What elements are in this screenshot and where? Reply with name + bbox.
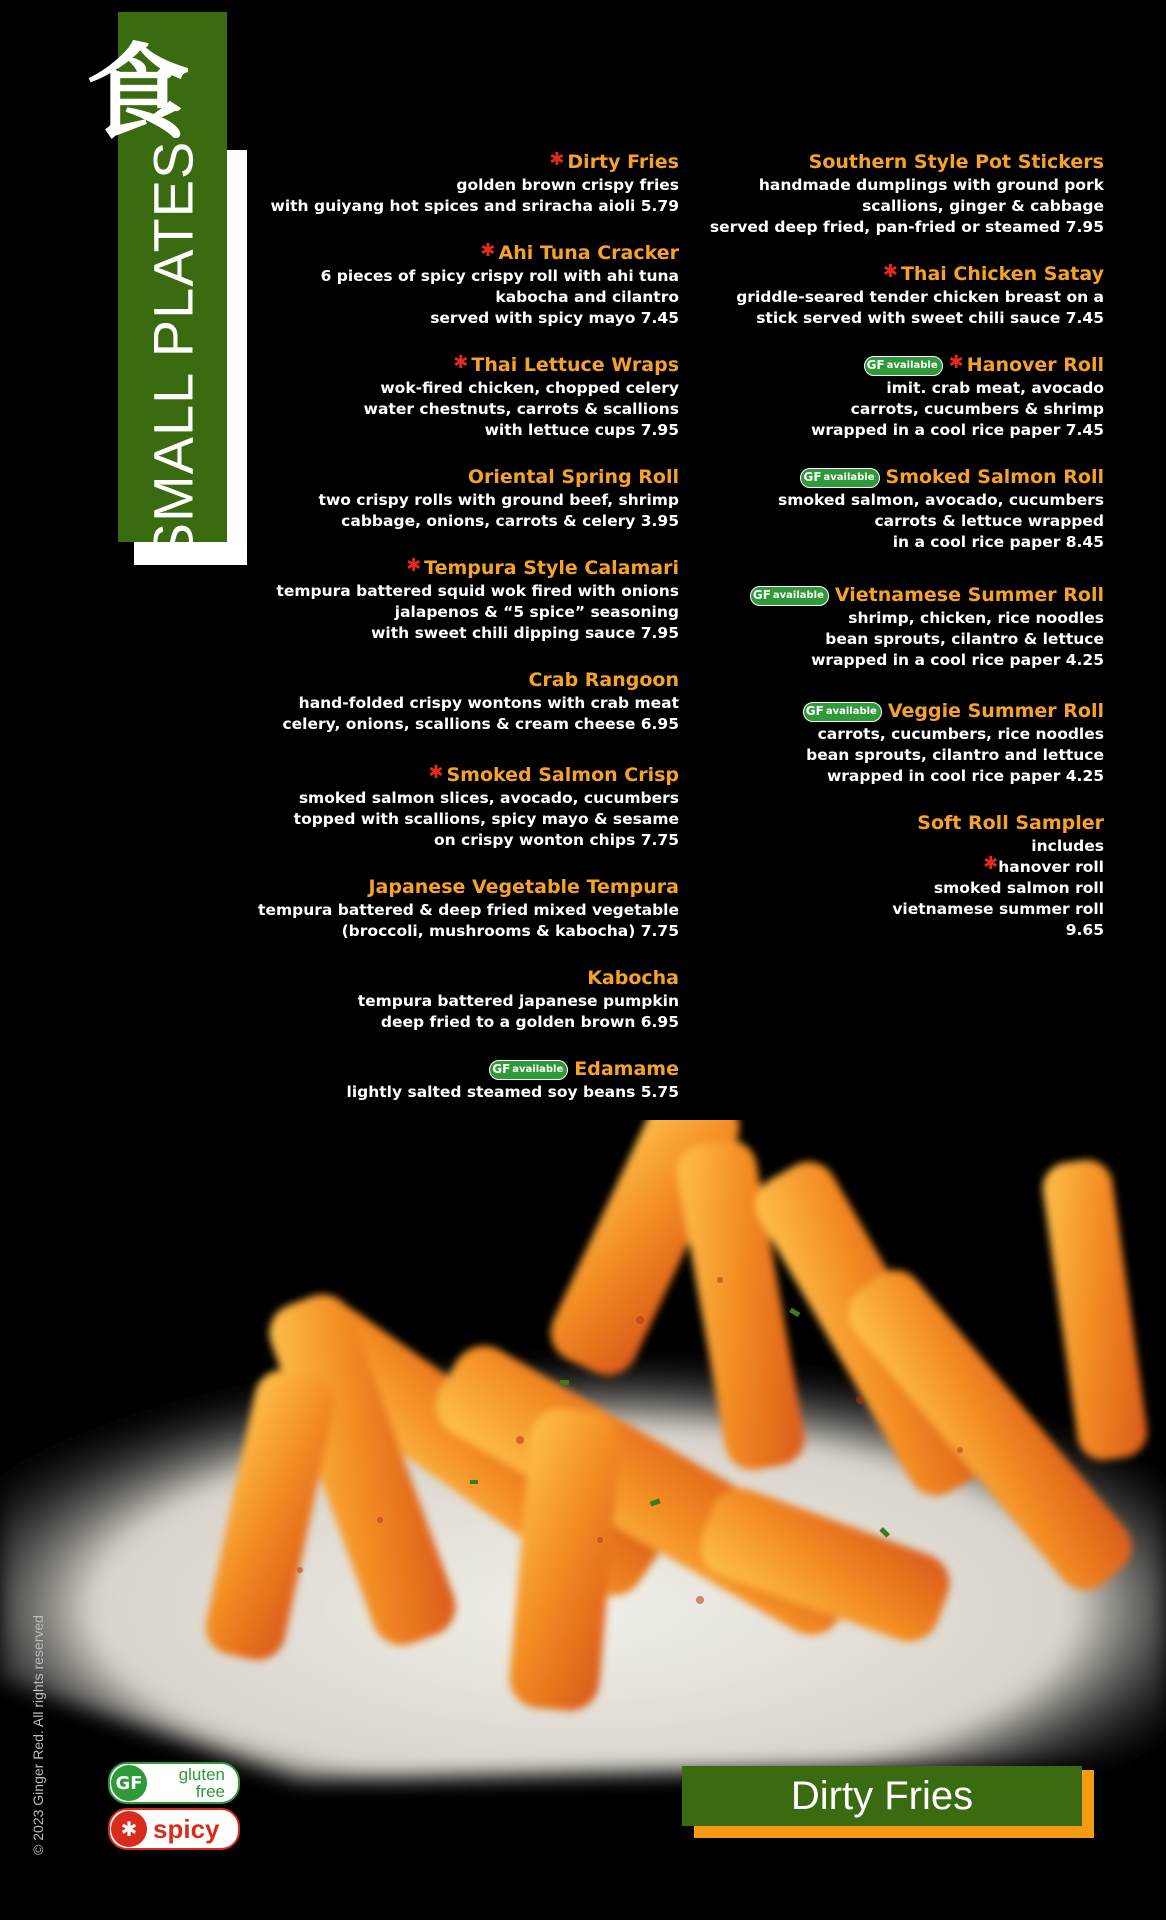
sampler-item bbox=[634, 811, 1104, 941]
pepper-icon: ✱ bbox=[428, 761, 444, 783]
menu-item bbox=[209, 150, 679, 217]
menu-item-name: Crab Rangoon bbox=[528, 669, 679, 691]
gluten-free-label: gluten free bbox=[178, 1765, 225, 1801]
menu-item bbox=[209, 353, 679, 441]
pepper-icon: ✱ bbox=[882, 260, 898, 282]
sampler-list-item: ✱hanover roll bbox=[983, 853, 1104, 876]
menu-item bbox=[634, 353, 1104, 441]
gluten-free-icon bbox=[750, 586, 829, 606]
photo-caption: Dirty Fries bbox=[682, 1766, 1082, 1826]
sampler-includes: includes bbox=[1031, 837, 1104, 855]
right-menu-column bbox=[634, 150, 1104, 941]
pepper-icon: ✱ bbox=[549, 148, 565, 170]
section-title: SMALL PLATES bbox=[141, 140, 205, 560]
left-menu-column bbox=[209, 150, 679, 1103]
menu-item-name: Oriental Spring Roll bbox=[467, 466, 679, 488]
gf-text: GF bbox=[866, 358, 885, 372]
menu-item bbox=[634, 262, 1104, 329]
available-text: available bbox=[823, 472, 875, 483]
menu-item-description: imit. crab meat, avocado carrots, cucumbers & shrimp wrapped in a cool rice paper 7.45 bbox=[811, 379, 1104, 439]
menu-item-name: GF available ✱ Hanover Roll bbox=[634, 353, 1104, 378]
menu-item bbox=[634, 465, 1104, 553]
menu-item-description: tempura battered squid wok fired with onions jalapenos & “5 spice” seasoning with sweet chili dipping sauce 7.95 bbox=[276, 582, 679, 642]
gluten-free-icon bbox=[800, 468, 879, 488]
gf-text: GF bbox=[803, 470, 822, 484]
sampler-list-item: vietnamese summer roll bbox=[892, 900, 1104, 918]
logo-glyph: 食 bbox=[85, 31, 190, 154]
menu-item bbox=[209, 966, 679, 1033]
menu-item-name: GF available Smoked Salmon Roll bbox=[634, 465, 1104, 490]
menu-item-description: lightly salted steamed soy beans 5.75 bbox=[346, 1083, 679, 1101]
available-text: available bbox=[825, 706, 877, 717]
menu-item-description: shrimp, chicken, rice noodles bean sprouts, cilantro & lettuce wrapped in a cool rice paper 4.25 bbox=[811, 609, 1104, 669]
menu-item-description: two crispy rolls with ground beef, shrimp cabbage, onions, carrots & celery 3.95 bbox=[318, 491, 679, 530]
pepper-icon: ✱ bbox=[111, 1811, 147, 1847]
spicy-legend bbox=[108, 1808, 240, 1850]
menu-item bbox=[209, 556, 679, 644]
gluten-free-legend bbox=[108, 1762, 240, 1804]
available-text: available bbox=[772, 590, 824, 601]
menu-item-description: wok-fired chicken, chopped celery water chestnuts, carrots & scallions with lettuce cups 7.95 bbox=[363, 379, 679, 439]
spicy-label: spicy bbox=[153, 1813, 220, 1844]
gluten-free-icon bbox=[803, 702, 882, 722]
menu-item-name: Japanese Vegetable Tempura bbox=[368, 876, 679, 898]
menu-item bbox=[634, 699, 1104, 787]
pepper-icon: ✱ bbox=[983, 853, 999, 874]
menu-item-description: hand-folded crispy wontons with crab meat celery, onions, scallions & cream cheese 6.95 bbox=[282, 694, 679, 733]
menu-item-name: Southern Style Pot Stickers bbox=[808, 151, 1104, 173]
menu-item-name: ✱ Thai Chicken Satay bbox=[882, 260, 1104, 285]
menu-item-description: carrots, cucumbers, rice noodles bean sprouts, cilantro and lettuce wrapped in cool rice paper 4.25 bbox=[806, 725, 1104, 785]
pepper-icon: ✱ bbox=[480, 239, 496, 261]
gluten-free-icon bbox=[489, 1060, 568, 1080]
menu-item-name: GF available Vietnamese Summer Roll bbox=[634, 583, 1104, 608]
menu-item-name: GF available Edamame bbox=[209, 1057, 679, 1082]
menu-item bbox=[209, 875, 679, 942]
menu-item bbox=[634, 150, 1104, 238]
available-text: available bbox=[886, 360, 938, 371]
menu-item-description: smoked salmon, avocado, cucumbers carrots & lettuce wrapped in a cool rice paper 8.45 bbox=[778, 491, 1104, 551]
menu-item-name: GF available Veggie Summer Roll bbox=[634, 699, 1104, 724]
menu-item-name: ✱ Ahi Tuna Cracker bbox=[480, 239, 679, 264]
menu-item bbox=[209, 763, 679, 851]
pepper-icon: ✱ bbox=[406, 554, 422, 576]
copyright-notice: © 2023 Ginger Red. All rights reserved bbox=[30, 1615, 47, 1855]
pepper-icon: ✱ bbox=[948, 351, 964, 373]
menu-item-description: tempura battered & deep fried mixed vegetable (broccoli, mushrooms & kabocha) 7.75 bbox=[258, 901, 679, 940]
sampler-list-item: smoked salmon roll bbox=[933, 879, 1104, 897]
gf-text: GF bbox=[752, 588, 771, 602]
gluten-free-icon bbox=[864, 356, 943, 376]
menu-item-description: golden brown crispy fries with guiyang hot spices and sriracha aioli 5.79 bbox=[270, 176, 679, 215]
menu-item-description: tempura battered japanese pumpkin deep fried to a golden brown 6.95 bbox=[357, 992, 679, 1031]
pepper-icon: ✱ bbox=[453, 351, 469, 373]
menu-item bbox=[209, 465, 679, 532]
menu-item-description: handmade dumplings with ground pork scallions, ginger & cabbage served deep fried, pan-fried or steamed 7.95 bbox=[709, 176, 1104, 236]
gf-text: GF bbox=[805, 704, 824, 718]
menu-item-name: Kabocha bbox=[587, 967, 679, 989]
gluten-free-icon: GF bbox=[111, 1765, 147, 1801]
menu-item-description: 6 pieces of spicy crispy roll with ahi tuna kabocha and cilantro served with spicy mayo 7.45 bbox=[320, 267, 679, 327]
menu-item bbox=[209, 1057, 679, 1103]
gf-text: GF bbox=[492, 1062, 511, 1076]
sampler-price: 9.65 bbox=[1065, 921, 1104, 939]
menu-item-description: griddle-seared tender chicken breast on a stick served with sweet chili sauce 7.45 bbox=[736, 288, 1104, 327]
menu-item bbox=[209, 241, 679, 329]
menu-item-name: ✱ Tempura Style Calamari bbox=[406, 554, 679, 579]
menu-item-description: smoked salmon slices, avocado, cucumbers topped with scallions, spicy mayo & sesame on crispy wonton chips 7.75 bbox=[293, 789, 679, 849]
menu-item bbox=[209, 668, 679, 735]
menu-item-name: Soft Roll Sampler bbox=[917, 812, 1104, 834]
menu-item-name: ✱ Dirty Fries bbox=[549, 148, 679, 173]
menu-item-name: ✱ Smoked Salmon Crisp bbox=[428, 761, 679, 786]
menu-item bbox=[634, 583, 1104, 671]
available-text: available bbox=[512, 1064, 564, 1075]
menu-item-name: ✱ Thai Lettuce Wraps bbox=[453, 351, 679, 376]
